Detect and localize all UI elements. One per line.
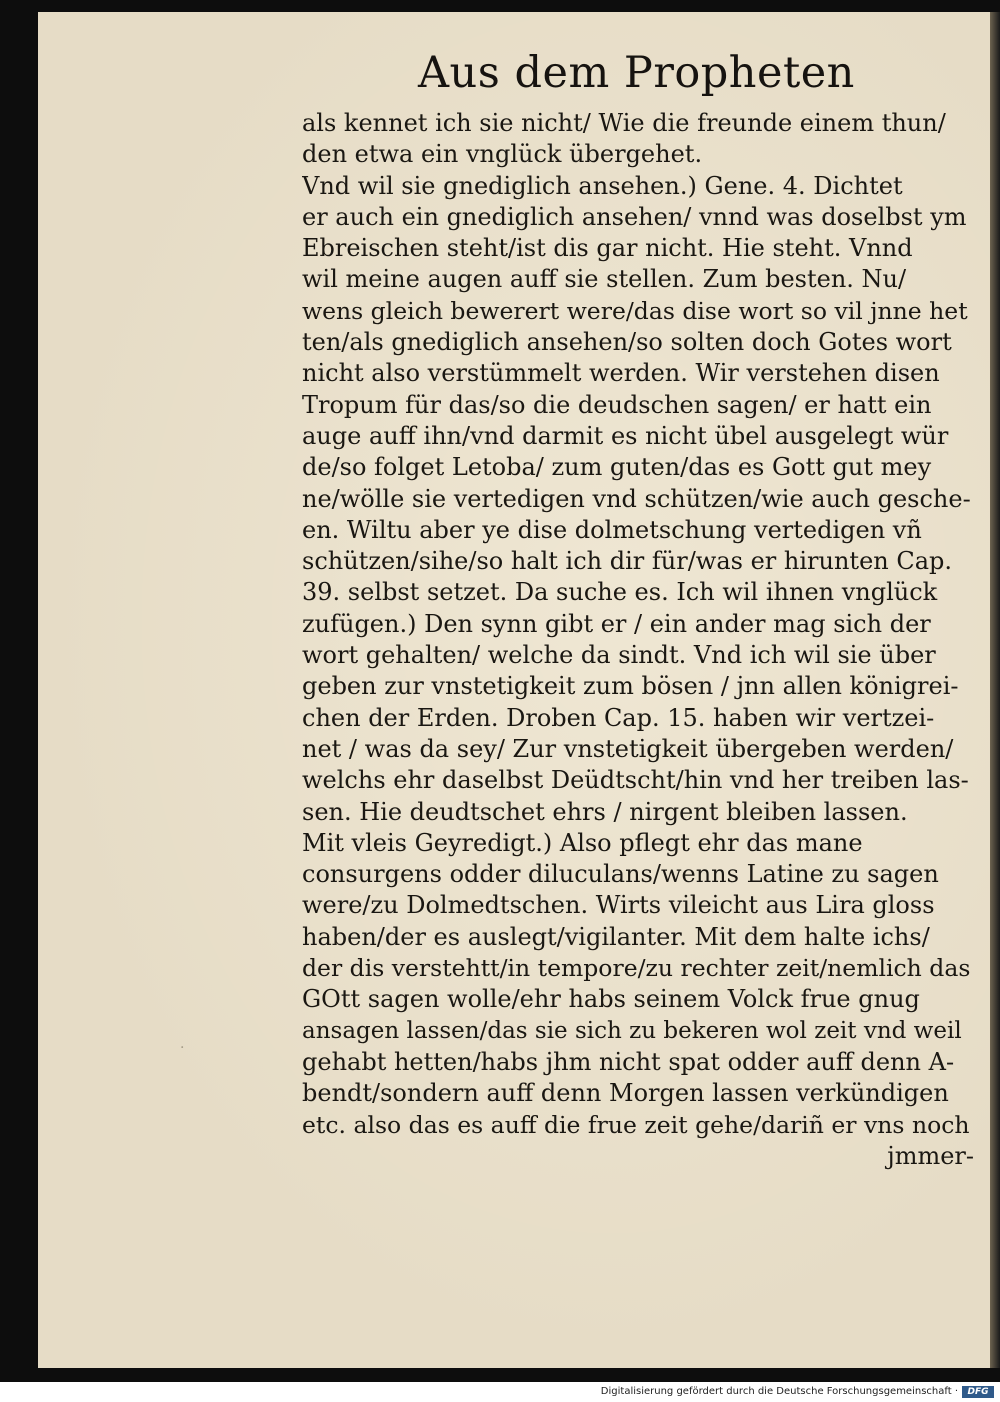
text-line: welchs ehr daselbst Deüdtscht/hin vnd her treiben las- (302, 766, 969, 795)
catchword: jmmer- (887, 1141, 974, 1170)
text-line: Vnd wil sie gnediglich ansehen.) Gene. 4. Dichtet (302, 171, 903, 200)
funding-credit: Digitalisierung gefördert durch die Deutsche Forschungsgemeinschaft · (600, 1386, 958, 1397)
text-line: wil meine augen auff sie stellen. Zum besten. Nu/ (302, 265, 907, 294)
text-line: Ebreischen steht/ist dis gar nicht. Hie steht. Vnnd (302, 234, 913, 263)
text-line: Tropum für das/so die deudschen sagen/ er hatt ein (302, 390, 932, 419)
text-line: wort gehalten/ welche da sindt. Vnd ich wil sie über (302, 641, 936, 670)
text-line: were/zu Dolmedtschen. Wirts vileicht aus Lira gloss (302, 891, 935, 920)
text-line: er auch ein gnediglich ansehen/ vnnd was doselbst ym (302, 202, 967, 231)
text-line: schützen/sihe/so halt ich dir für/was er hirunten Cap. (302, 547, 953, 576)
text-line: net / was da sey/ Zur vnstetigkeit übergeben werden/ (302, 734, 954, 763)
text-line: consurgens odder diluculans/wenns Latine zu sagen (302, 860, 939, 889)
text-line: den etwa ein vnglück übergehet. (302, 140, 703, 169)
dfg-logo: DFG (962, 1386, 994, 1398)
text-line: der dis verstehtt/in tempore/zu rechter zeit/nemlich das (302, 954, 971, 983)
body-text (302, 108, 974, 1172)
text-line: bendt/sondern auff denn Morgen lassen verkündigen (302, 1079, 949, 1108)
running-head: Aus dem Propheten (418, 48, 855, 98)
text-line: Mit vleis Geyredigt.) Also pflegt ehr das mane (302, 828, 863, 857)
text-line: als kennet ich sie nicht/ Wie die freunde einem thun/ (302, 109, 946, 137)
text-line: gehabt hetten/habs jhm nicht spat odder auff denn A- (302, 1047, 955, 1076)
margin-mark: · (180, 1040, 185, 1056)
text-line: ten/als gnediglich ansehen/so solten doch Gotes wort (302, 328, 952, 357)
text-line: nicht also verstümmelt werden. Wir verstehen disen (302, 359, 940, 388)
text-line: haben/der es auslegt/vigilanter. Mit dem halte ichs/ (302, 922, 930, 951)
text-line: 39. selbst setzet. Da suche es. Ich wil ihnen vnglück (302, 578, 938, 607)
text-line: ansagen lassen/das sie sich zu bekeren wol zeit vnd weil (302, 1017, 962, 1044)
text-line: en. Wiltu aber ye dise dolmetschung vertedigen vñ (302, 515, 922, 544)
footer-bar (0, 1382, 1000, 1402)
text-line: sen. Hie deudtschet ehrs / nirgent bleiben lassen. (302, 797, 908, 826)
text-line: etc. also das es auff die frue zeit gehe/dariñ er vns noch (302, 1110, 970, 1139)
page-edge-shadow (990, 12, 1000, 1368)
text-line: auge auff ihn/vnd darmit es nicht übel ausgelegt wür (302, 421, 949, 450)
text-line: de/so folget Letoba/ zum guten/das es Gott gut mey (302, 453, 932, 482)
text-line: chen der Erden. Droben Cap. 15. haben wir vertzei- (302, 703, 935, 732)
text-line: ne/wölle sie vertedigen vnd schützen/wie auch gesche- (302, 484, 971, 513)
text-line: wens gleich bewerert were/das dise wort so vil jnne het (302, 296, 968, 325)
text-line: geben zur vnstetigkeit zum bösen / jnn allen königrei- (302, 672, 959, 701)
text-line: zufügen.) Den synn gibt er / ein ander mag sich der (302, 609, 931, 638)
text-line: GOtt sagen wolle/ehr habs seinem Volck frue gnug (302, 985, 920, 1014)
